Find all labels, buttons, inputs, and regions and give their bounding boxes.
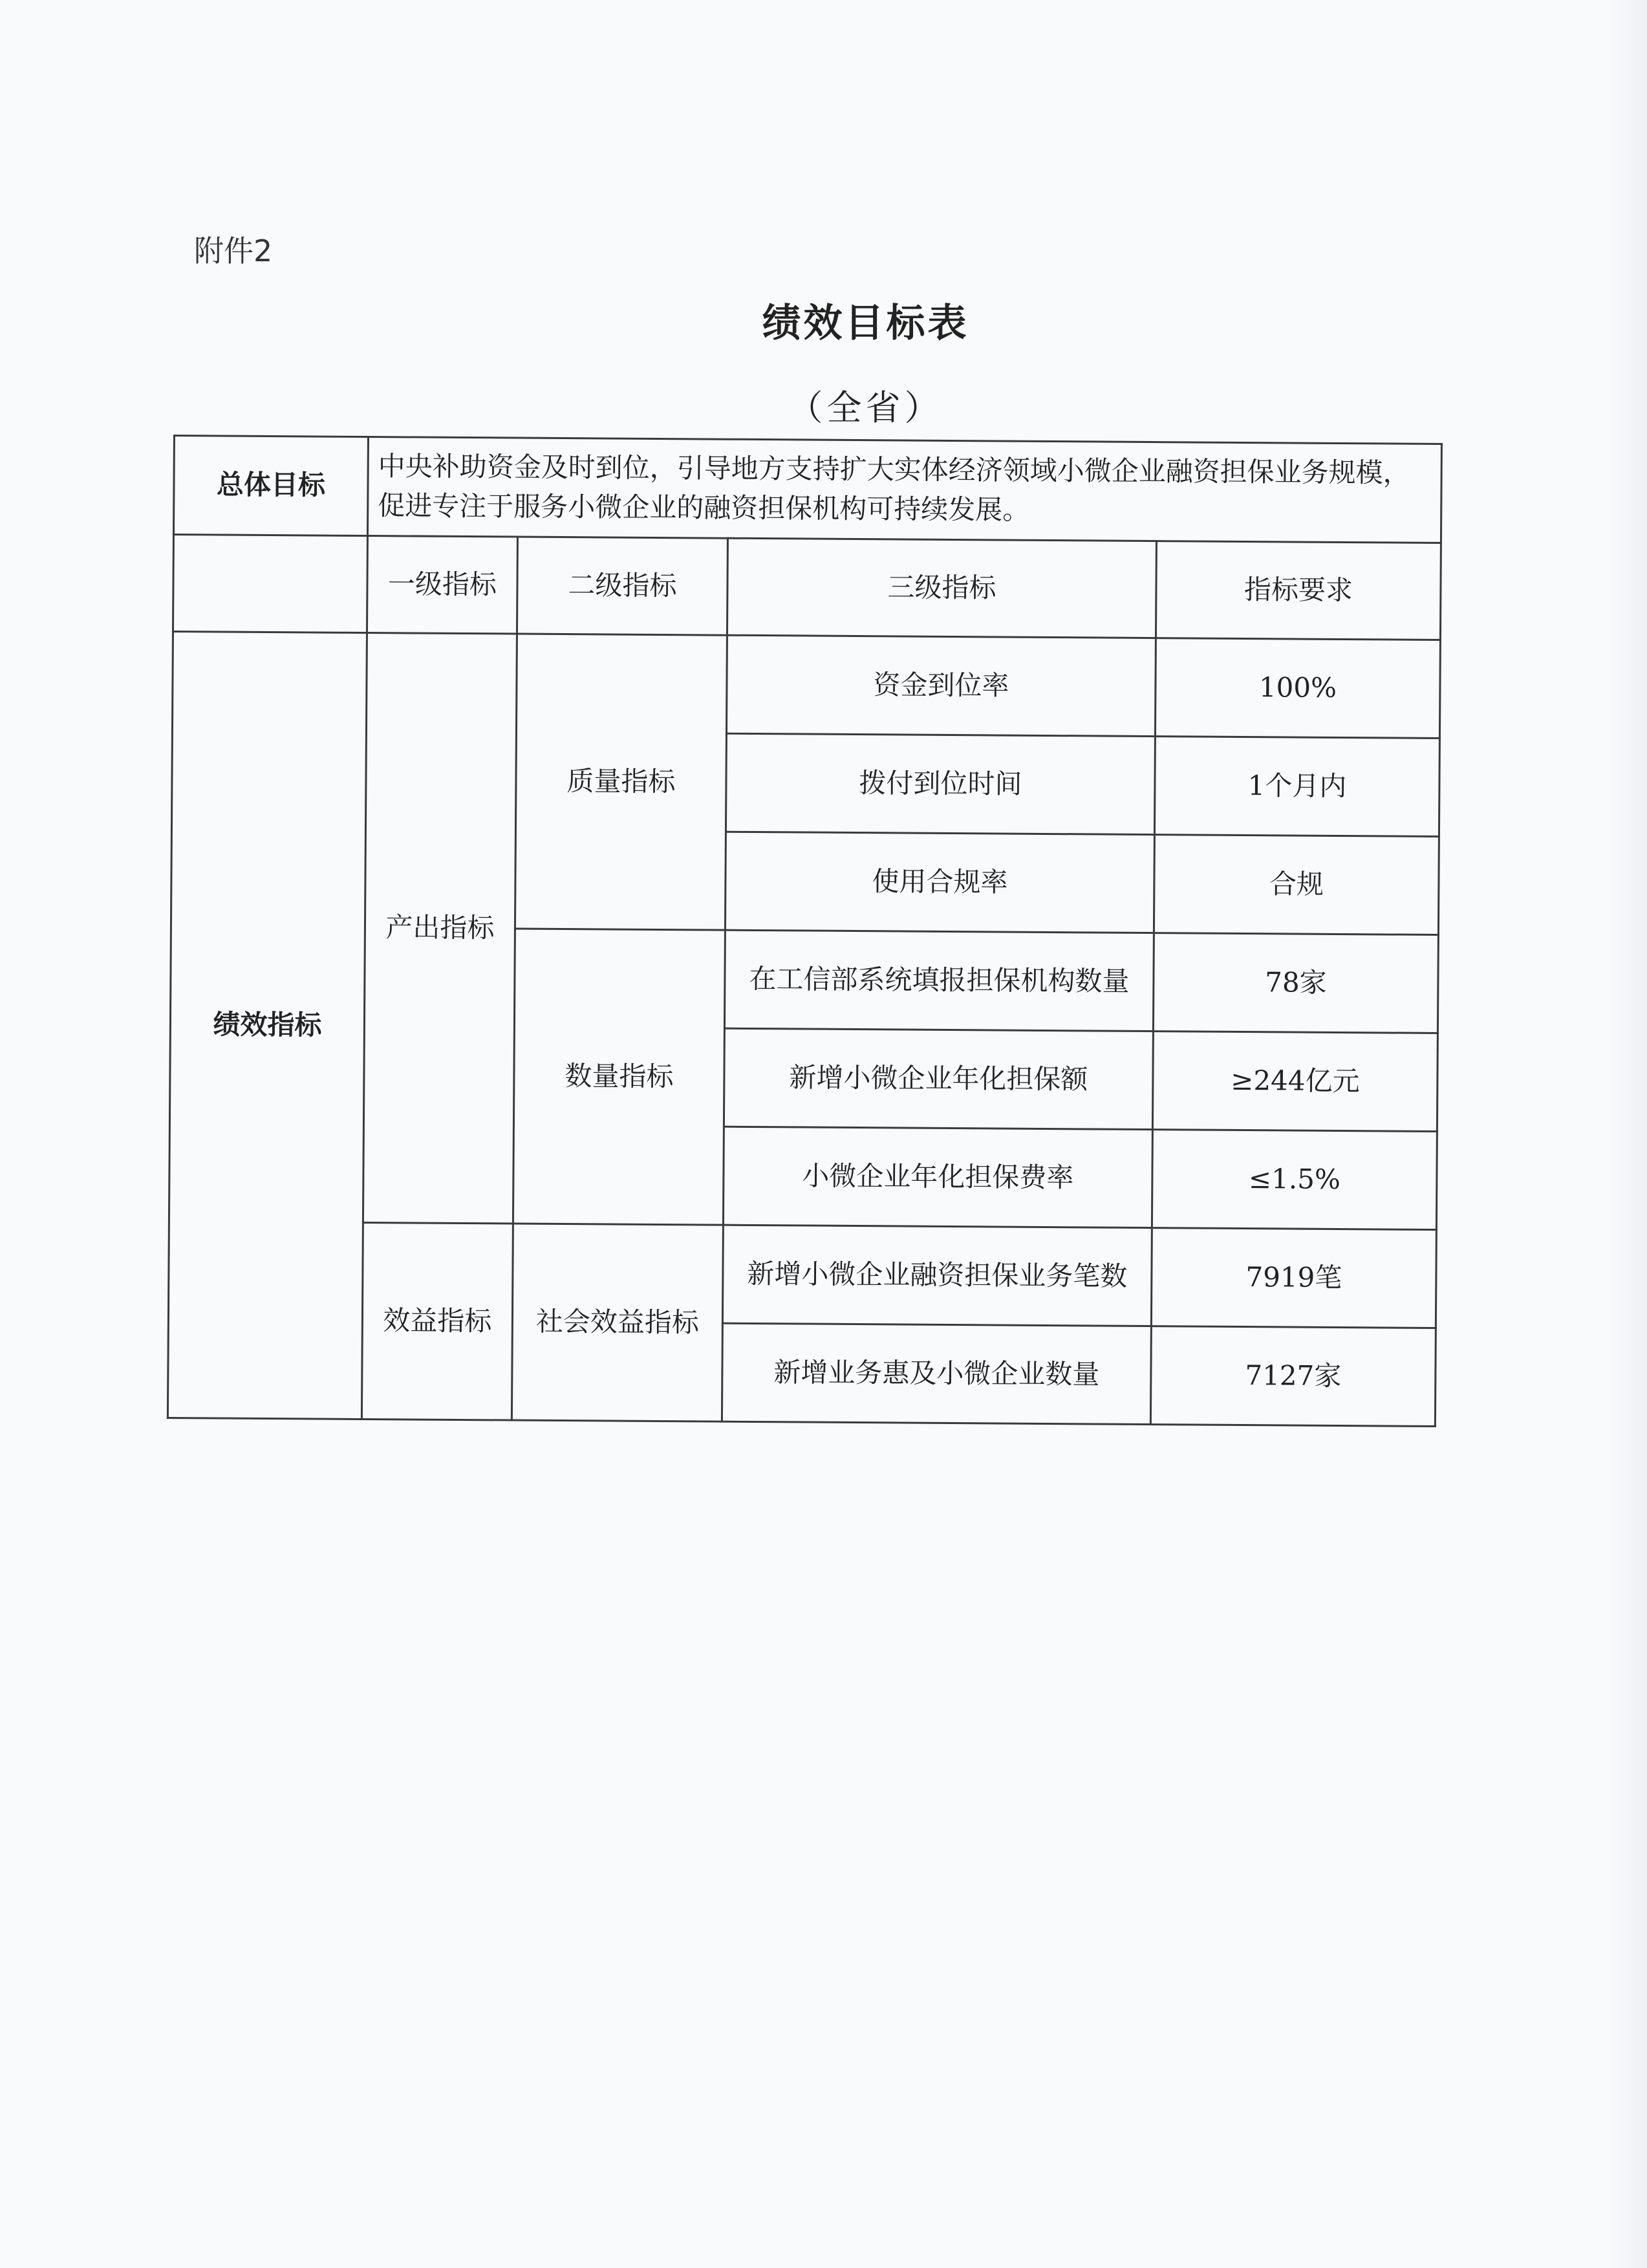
- level3-cell: 小微企业年化担保费率: [723, 1127, 1152, 1227]
- level3-cell: 资金到位率: [726, 635, 1156, 736]
- header-row: [173, 534, 1441, 640]
- level3-cell: 拨付到位时间: [726, 733, 1155, 834]
- attachment-label: 附件2: [194, 233, 273, 268]
- document-title: 绩效目标表: [762, 301, 969, 346]
- header-level3: 三级指标: [727, 538, 1156, 638]
- requirement-cell: 7919笔: [1151, 1227, 1436, 1328]
- performance-indicator-label: 绩效指标: [167, 631, 367, 1419]
- requirement-cell: ≥244亿元: [1152, 1031, 1437, 1131]
- requirement-cell: 100%: [1155, 638, 1440, 738]
- overall-goal-label: 总体目标: [173, 436, 368, 536]
- table-row: [172, 631, 1440, 738]
- requirement-cell: 78家: [1153, 933, 1438, 1033]
- requirement-cell: 7127家: [1150, 1326, 1436, 1426]
- level3-cell: 使用合规率: [725, 832, 1154, 933]
- overall-goal-text: 中央补助资金及时到位，引导地方支持扩大实体经济领域小微企业融资担保业务规模，促进专注于服务小微企业的融资担保机构可持续发展。: [367, 437, 1441, 543]
- document-subtitle: （全省）: [788, 387, 943, 428]
- level3-cell: 新增小微企业融资担保业务笔数: [722, 1225, 1152, 1326]
- header-empty-cell: [173, 534, 367, 632]
- requirement-cell: 合规: [1154, 834, 1439, 934]
- level3-cell: 新增小微企业年化担保额: [724, 1028, 1153, 1129]
- level2-quality: 质量指标: [515, 634, 727, 930]
- level1-output: 产出指标: [363, 632, 517, 1224]
- requirement-cell: ≤1.5%: [1152, 1129, 1437, 1229]
- performance-goal-table-wrapper: [167, 435, 1441, 1427]
- level2-social-benefit: 社会效益指标: [511, 1224, 723, 1421]
- level2-quantity: 数量指标: [513, 929, 725, 1225]
- level3-cell: 新增业务惠及小微企业数量: [722, 1323, 1151, 1424]
- performance-goal-table: [167, 435, 1443, 1427]
- header-level2: 二级指标: [517, 537, 727, 635]
- level3-cell: 在工信部系统填报担保机构数量: [724, 930, 1154, 1031]
- level1-benefit: 效益指标: [361, 1222, 513, 1420]
- header-requirement: 指标要求: [1156, 541, 1441, 640]
- overall-goal-row: [173, 436, 1441, 543]
- requirement-cell: 1个月内: [1154, 736, 1439, 836]
- header-level1: 一级指标: [367, 535, 517, 634]
